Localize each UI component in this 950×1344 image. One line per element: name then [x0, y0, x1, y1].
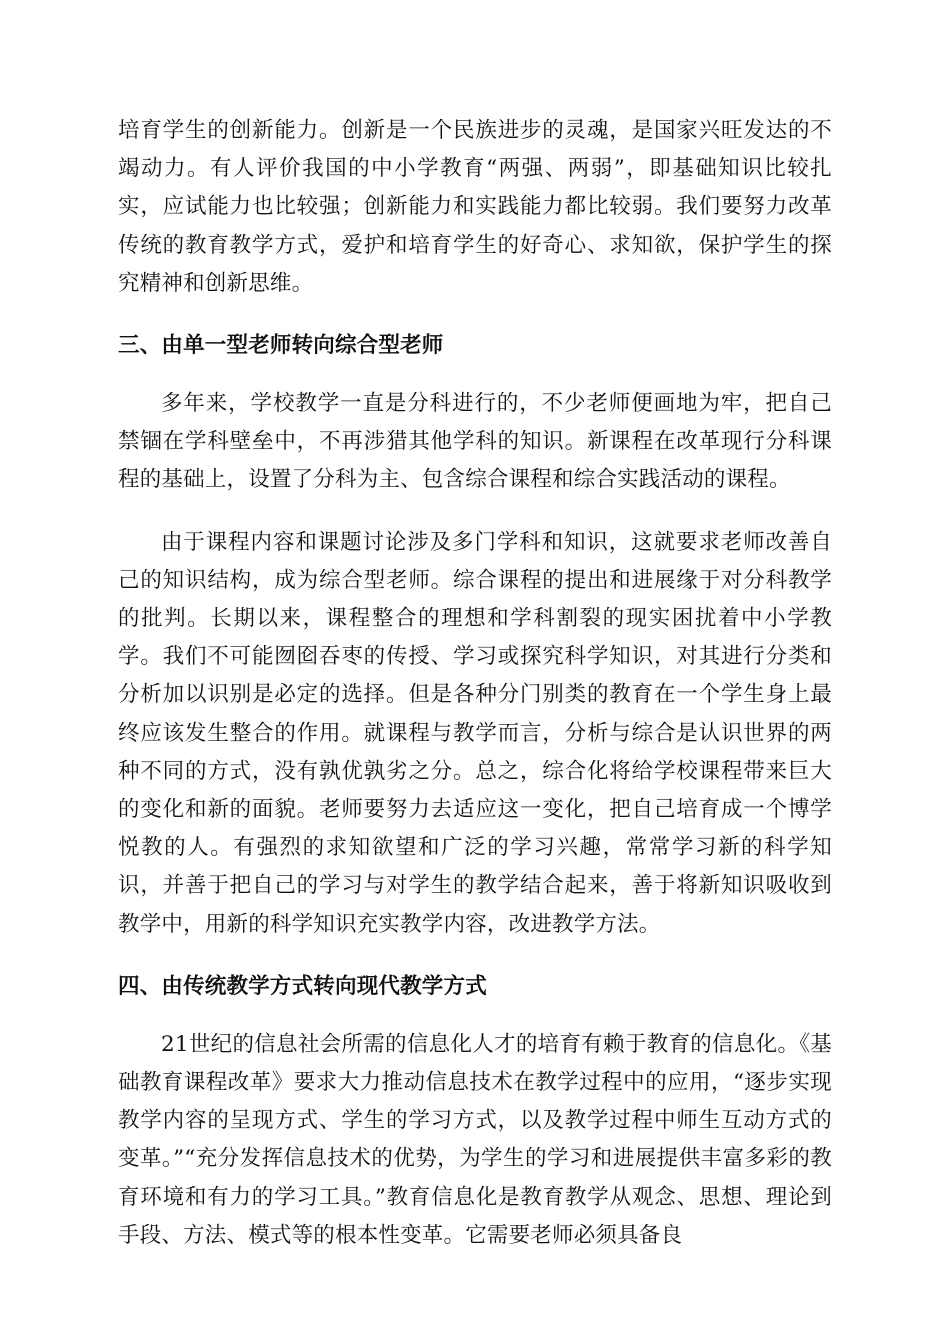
paragraph-creativity: 培育学生的创新能力。创新是一个民族进步的灵魂，是国家兴旺发达的不竭动力。有人评价我国的中小学教育“两强、两弱”，即基础知识比较扎实，应试能力也比较强；创新能力和实践能力都比较弱。我们要努力改革传统的教育教学方式，爱护和培育学生的好奇心、求知欲，保护学生的探究精神和创新思维。 — [118, 118, 832, 296]
section-heading-3: 三、由单一型老师转向综合型老师 — [118, 333, 444, 359]
paragraph-information-education: 21世纪的信息社会所需的信息化人才的培育有赖于教育的信息化。《基础教育课程改革》要求大力推动信息技术在教学过程中的应用，“逐步实现教学内容的呈现方式、学生的学习方式，以及教学过程中师生互动方式的变革。”“充分发挥信息技术的优势，为学生的学习和进展提供丰富多彩的教育环境和有力的学习工具。”教育信息化是教育教学从观念、思想、理论到手段、方法、模式等的根本性变革。它需要老师必须具备良 — [118, 1031, 832, 1248]
paragraph-comprehensive-teacher: 由于课程内容和课题讨论涉及多门学科和知识，这就要求老师改善自己的知识结构，成为综合型老师。综合课程的提出和进展缘于对分科教学的批判。长期以来，课程整合的理想和学科割裂的现实困扰着中小学教学。我们不可能囫囵吞枣的传授、学习或探究科学知识，对其进行分类和分析加以识别是必定的选择。但是各种分门别类的教育在一个学生身上最终应该发生整合的作用。就课程与教学而言，分析与综合是认识世界的两种不同的方式，没有孰优孰劣之分。总之，综合化将给学校课程带来巨大的变化和新的面貌。老师要努力去适应这一变化，把自己培育成一个博学悦教的人。有强烈的求知欲望和广泛的学习兴趣，常常学习新的科学知识，并善于把自己的学习与对学生的教学结合起来，善于将新知识吸收到教学中，用新的科学知识充实教学内容，改进教学方法。 — [118, 529, 832, 937]
paragraph-subject-teaching: 多年来，学校教学一直是分科进行的，不少老师便画地为牢，把自己禁锢在学科壁垒中，不再涉猎其他学科的知识。新课程在改革现行分科课程的基础上，设置了分科为主、包含综合课程和综合实践活动的课程。 — [118, 391, 832, 493]
section-heading-4: 四、由传统教学方式转向现代教学方式 — [118, 973, 487, 999]
